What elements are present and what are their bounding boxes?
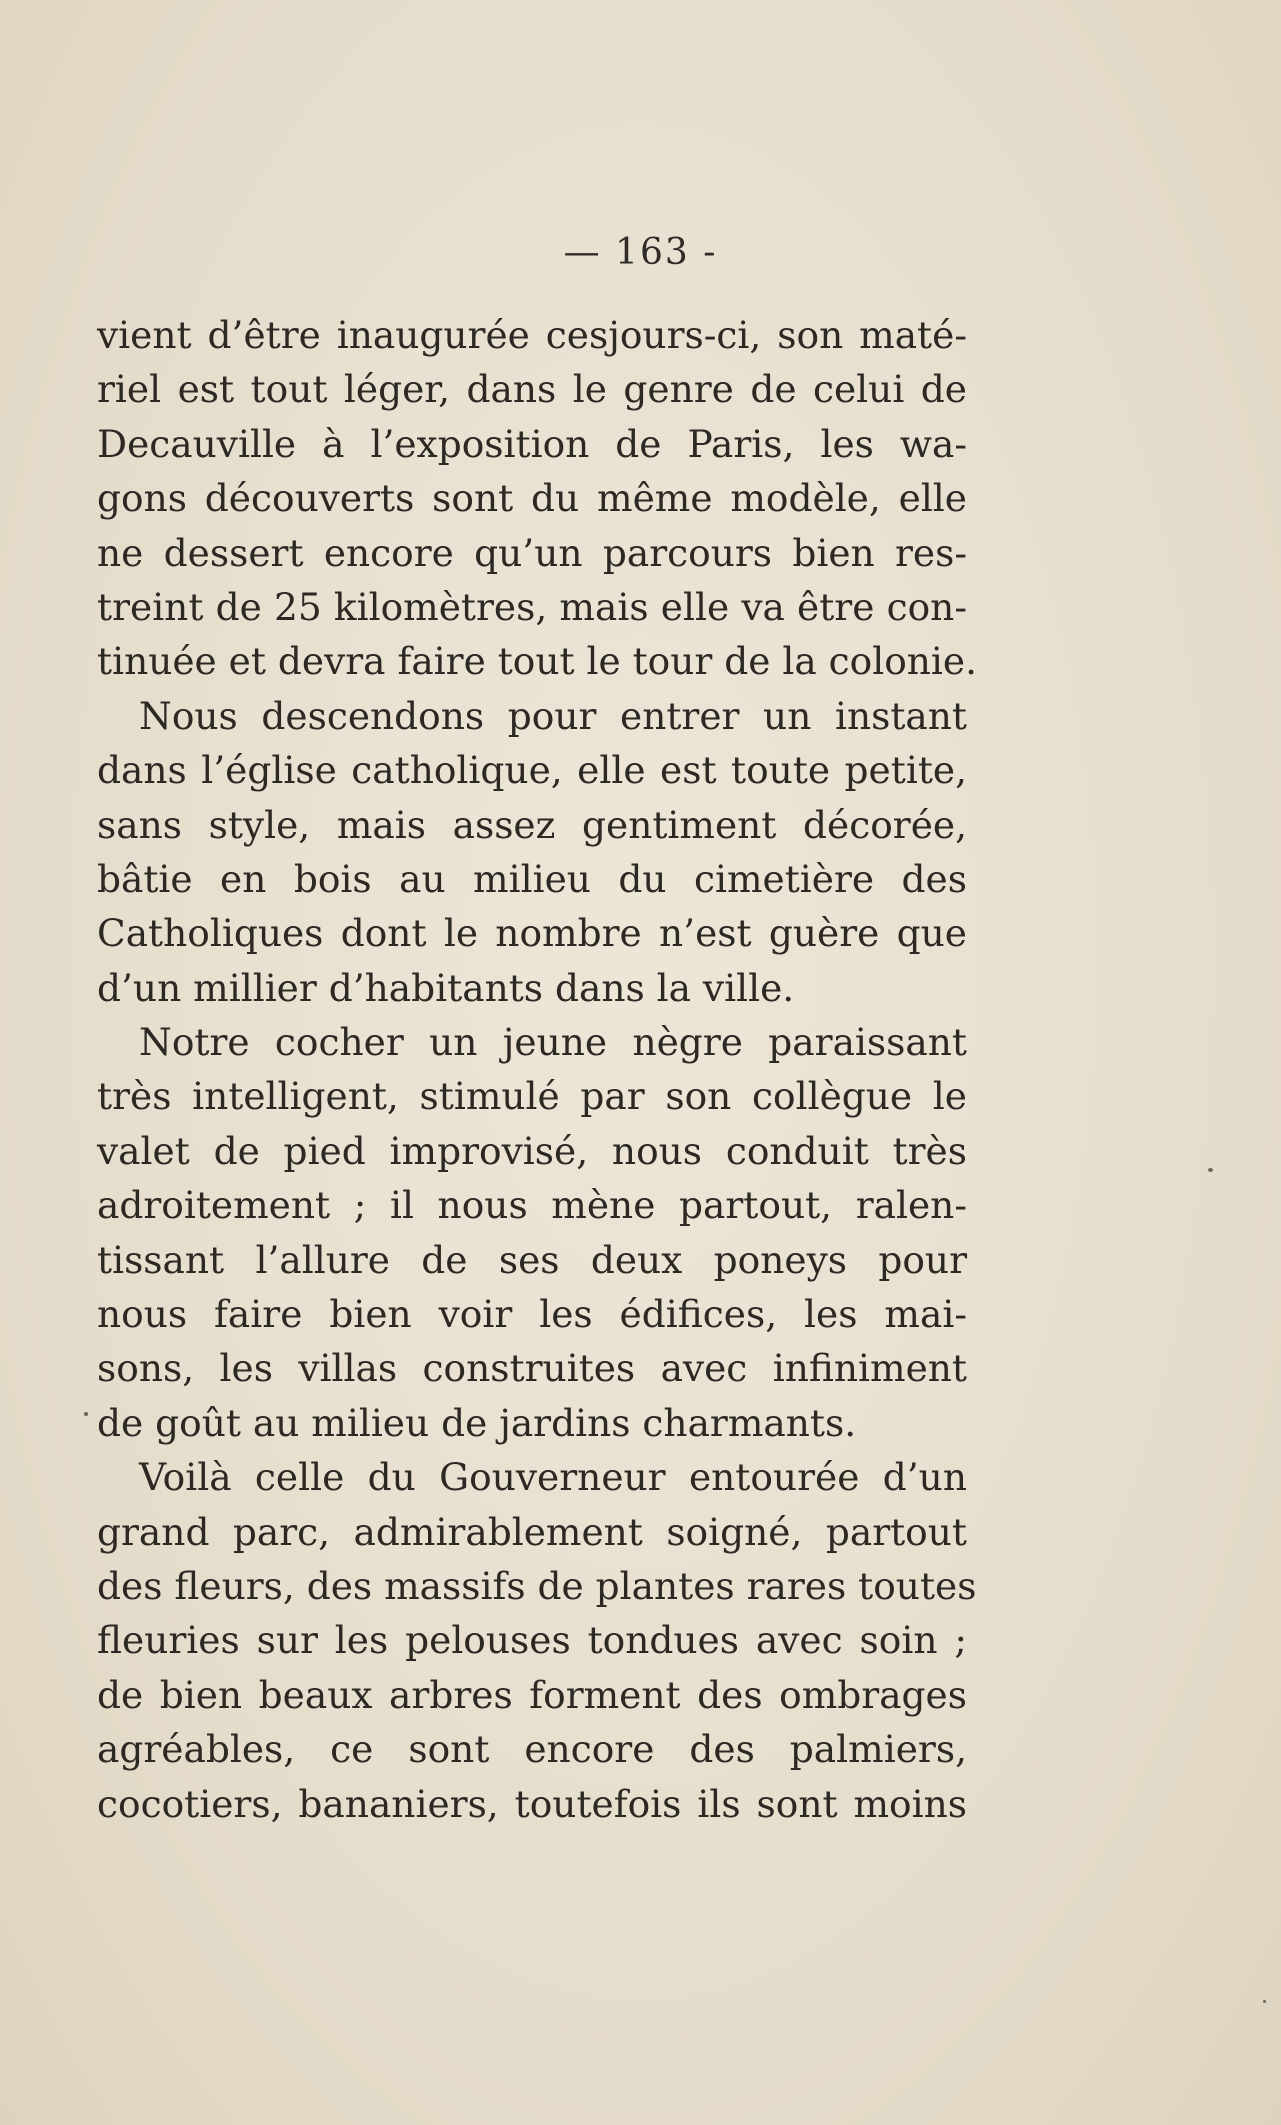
text-line: adroitement ; il nous mène partout, ralen-	[97, 1183, 967, 1228]
paper-speck	[1263, 2000, 1266, 2003]
text-line: dans l’église catholique, elle est toute petite,	[97, 748, 967, 793]
text-line: ne dessert encore qu’un parcours bien res-	[97, 530, 967, 575]
text-line: Decauville à l’exposition de Paris, les wa-	[97, 421, 967, 466]
text-line: Voilà celle du Gouverneur entourée d’un	[139, 1455, 967, 1500]
page-number: — 163 -	[563, 232, 718, 273]
text-line: cocotiers, bananiers, toutefois ils sont moins	[97, 1781, 967, 1826]
text-line: vient d’être inaugurée cesjours-ci, son maté-	[97, 313, 967, 357]
text-line: treint de 25 kilomètres, mais elle va être con-	[97, 584, 967, 629]
text-line: tinuée et devra faire tout le tour de la colonie.	[97, 639, 978, 684]
text-line: des fleurs, des massifs de plantes rares toutes	[97, 1563, 977, 1608]
paper-speck	[84, 1412, 88, 1416]
text-line: sons, les villas construites avec infiniment	[97, 1346, 967, 1391]
text-line: Catholiques dont le nombre n’est guère que	[97, 911, 967, 956]
text-line: très intelligent, stimulé par son collègue le	[97, 1074, 967, 1119]
text-line: fleuries sur les pelouses tondues avec soin ;	[97, 1618, 967, 1663]
text-line: bâtie en bois au milieu du cimetière des	[97, 856, 967, 901]
paper-speck	[1208, 1168, 1213, 1172]
text-line: Nous descendons pour entrer un instant	[139, 693, 967, 738]
text-line: gons découverts sont du même modèle, elle	[97, 476, 967, 521]
text-line: Notre cocher un jeune nègre paraissant	[139, 1020, 967, 1065]
text-line: sans style, mais assez gentiment décorée,	[97, 802, 967, 847]
text-line: valet de pied improvisé, nous conduit très	[97, 1128, 967, 1173]
text-line: de goût au milieu de jardins charmants.	[97, 1400, 857, 1445]
text-line: de bien beaux arbres forment des ombrages	[97, 1672, 967, 1717]
text-line: grand parc, admirablement soigné, partout	[97, 1509, 967, 1554]
text-line: riel est tout léger, dans le genre de celui de	[97, 367, 967, 412]
text-line: agréables, ce sont encore des palmiers,	[97, 1727, 967, 1772]
body-text	[97, 308, 978, 1831]
text-line: nous faire bien voir les édifices, les mai-	[97, 1292, 967, 1337]
text-line: d’un millier d’habitants dans la ville.	[97, 965, 795, 1010]
text-line: tissant l’allure de ses deux poneys pour	[97, 1237, 967, 1282]
